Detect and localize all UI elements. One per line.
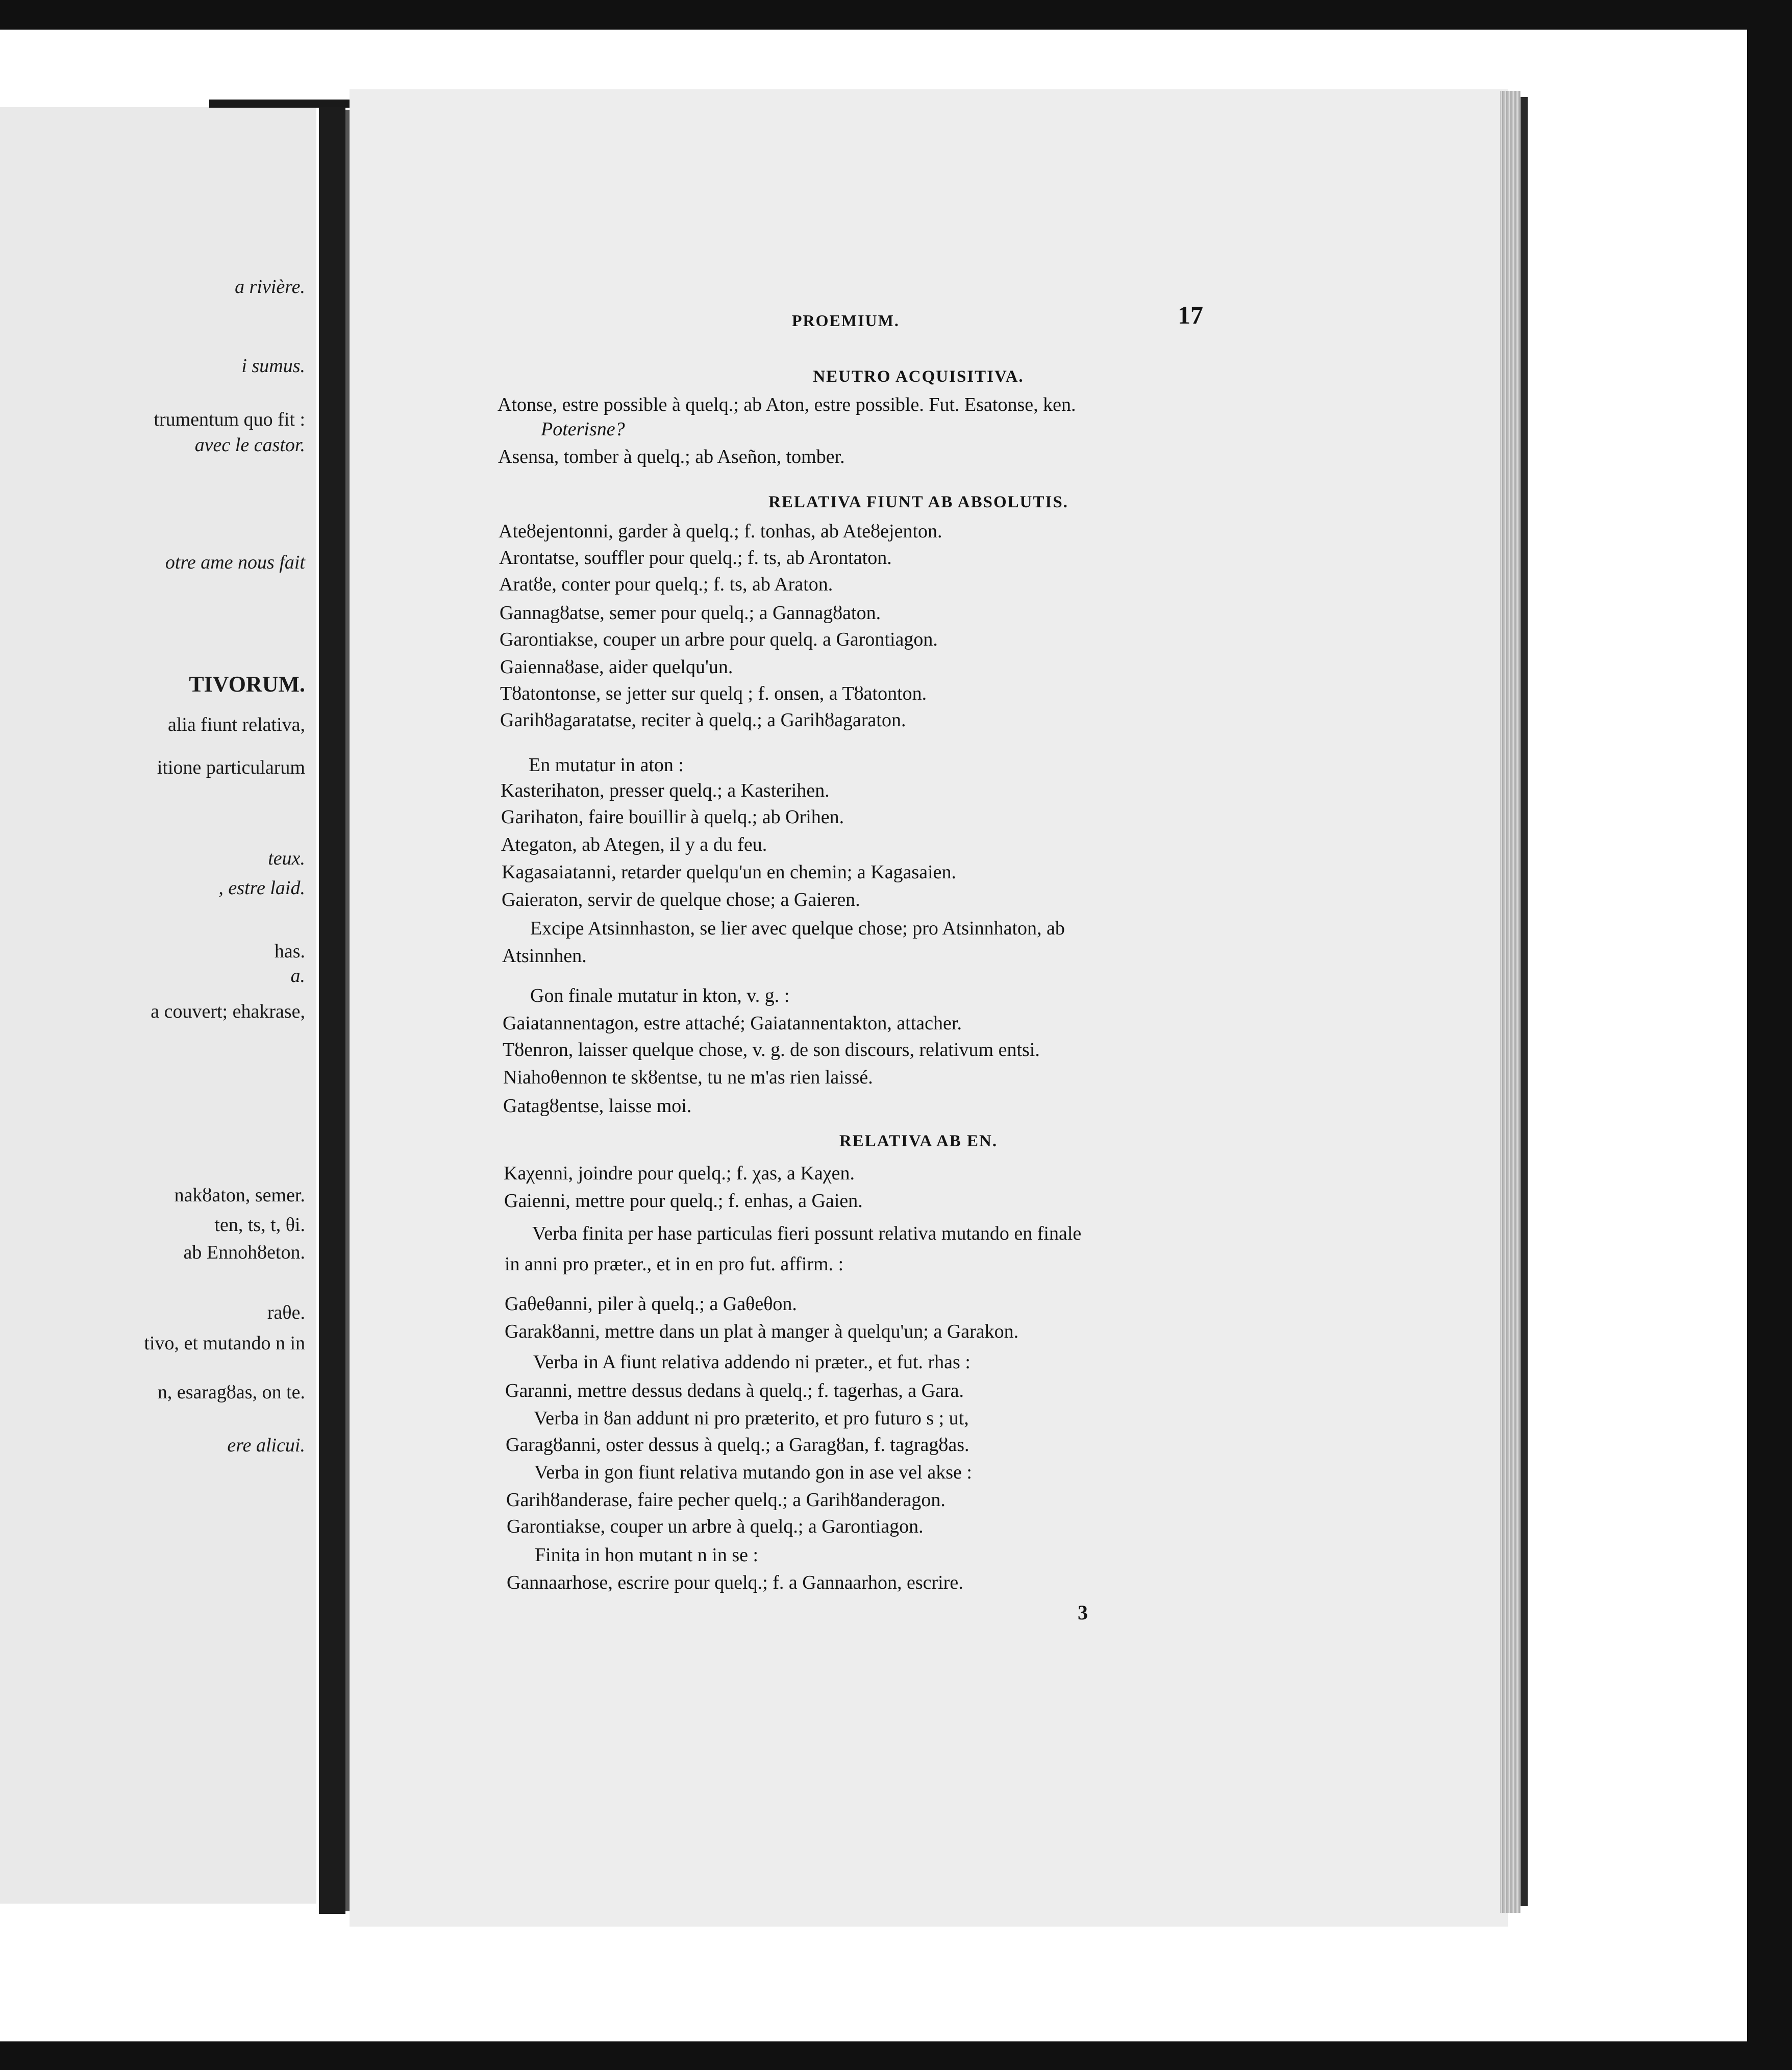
text-line: Atsinnhen.	[502, 945, 587, 967]
text-line: Poterisne?	[541, 418, 625, 440]
text-line: Asensa, tomber à quelq.; ab Aseñon, tomber.	[498, 446, 845, 467]
text-line: Arontatse, souffler pour quelq.; f. ts, ab Arontaton.	[499, 547, 892, 569]
text-line: Gon finale mutatur in kton, v. g. :	[530, 985, 790, 1006]
left-page-line: teux.	[268, 848, 305, 869]
left-page-line: alia fiunt relativa,	[167, 714, 305, 735]
text-line: Gannaarhose, escrire pour quelq.; f. a Gannaarhon, escrire.	[507, 1572, 963, 1593]
text-line: Kaχenni, joindre pour quelq.; f. χas, a Kaχen.	[504, 1163, 855, 1184]
section-heading: RELATIVA AB EN.	[839, 1132, 998, 1150]
scan-border-top	[0, 0, 1792, 30]
left-page-line: i sumus.	[241, 355, 305, 377]
left-page-line: itione particularum	[157, 757, 305, 778]
left-page-line: TIVORUM.	[189, 672, 305, 697]
running-head: PROEMIUM.	[792, 311, 900, 330]
text-line: Gaiatannentagon, estre attaché; Gaiatannentakton, attacher.	[503, 1013, 962, 1034]
left-page-line: a couvert; ehakrase,	[151, 1001, 305, 1022]
text-line: Verba in A fiunt relativa addendo ni præter., et fut. rhas :	[533, 1351, 970, 1373]
text-line: Garontiakse, couper un arbre pour quelq. a Garontiagon.	[500, 629, 938, 650]
left-page-line: otre ame nous fait	[165, 552, 305, 573]
left-page-line: trumentum quo fit :	[154, 409, 305, 430]
text-line: Garanni, mettre dessus dedans à quelq.; f. tagerhas, a Gara.	[505, 1380, 964, 1401]
page-number: 17	[1178, 301, 1203, 329]
scan-border-right	[1747, 30, 1792, 2041]
section-heading: RELATIVA FIUNT AB ABSOLUTIS.	[768, 493, 1068, 511]
text-line: Verba in gon fiunt relativa mutando gon in ase vel akse :	[534, 1462, 972, 1483]
left-page-line: a.	[290, 965, 305, 987]
book-spine	[319, 107, 345, 1914]
page-edges	[1500, 91, 1521, 1913]
right-page	[350, 89, 1508, 1927]
text-line: Kasterihaton, presser quelq.; a Kasterihen.	[501, 780, 830, 801]
text-line: En mutatur in aton :	[529, 754, 684, 776]
text-line: Verba in ȣan addunt ni pro præterito, et pro futuro s ; ut,	[534, 1408, 969, 1429]
left-page-line: nakȣaton, semer.	[174, 1185, 305, 1206]
text-line: Finita in hon mutant n in se :	[535, 1544, 759, 1566]
text-line: Atonse, estre possible à quelq.; ab Aton, estre possible. Fut. Esatonse, ken.	[497, 394, 1076, 415]
text-line: Garontiakse, couper un arbre à quelq.; a Garontiagon.	[507, 1516, 924, 1537]
text-line: Ateȣejentonni, garder à quelq.; f. tonhas, ab Ateȣejenton.	[499, 521, 942, 542]
text-line: Aratȣe, conter pour quelq.; f. ts, ab Araton.	[499, 574, 833, 595]
text-line: Gaienni, mettre pour quelq.; f. enhas, a Gaien.	[504, 1190, 863, 1212]
text-line: Kagasaiatanni, retarder quelqu'un en chemin; a Kagasaien.	[502, 861, 957, 883]
text-line: Garihȣagaratatse, reciter à quelq.; a Garihȣagaraton.	[500, 709, 906, 731]
text-line: Garihaton, faire bouillir à quelq.; ab Orihen.	[501, 806, 844, 828]
text-line: Gaiennaȣase, aider quelqu'un.	[500, 656, 733, 678]
text-line: Garakȣanni, mettre dans un plat à manger à quelqu'un; a Garakon.	[505, 1321, 1019, 1342]
left-page-line: a rivière.	[235, 276, 305, 298]
text-line: Gatagȣentse, laisse moi.	[503, 1095, 692, 1117]
left-page-line: ab Ennohȣeton.	[183, 1242, 305, 1263]
text-line: Tȣatontonse, se jetter sur quelq ; f. onsen, a Tȣatonton.	[500, 683, 927, 704]
left-page-line: tivo, et mutando n in	[144, 1333, 305, 1354]
text-line: Verba finita per hase particulas fieri possunt relativa mutando en finale	[532, 1223, 1082, 1244]
text-line: Tȣenron, laisser quelque chose, v. g. de son discours, relativum entsi.	[503, 1039, 1040, 1061]
text-line: Garagȣanni, oster dessus à quelq.; a Garagȣan, f. tagragȣas.	[506, 1434, 969, 1456]
text-line: Gaieraton, servir de quelque chose; a Gaieren.	[502, 889, 860, 910]
text-line: Gaθeθanni, piler à quelq.; a Gaθeθon.	[505, 1293, 797, 1315]
text-line: Excipe Atsinnhaston, se lier avec quelque chose; pro Atsinnhaton, ab	[530, 918, 1065, 939]
left-page-line: raθe.	[267, 1302, 305, 1323]
left-page-line: avec le castor.	[194, 434, 305, 456]
left-page-line: has.	[274, 941, 305, 962]
spine-edge	[345, 110, 350, 1911]
left-page-line: n, esaragȣas, on te.	[157, 1382, 305, 1403]
signature-mark: 3	[1078, 1601, 1088, 1624]
left-page-line: ere alicui.	[227, 1435, 305, 1456]
text-line: Niahoθennon te skȣentse, tu ne m'as rien laissé.	[503, 1067, 873, 1088]
section-heading: NEUTRO ACQUISITIVA.	[813, 367, 1024, 386]
text-line: Ategaton, ab Ategen, il y a du feu.	[501, 834, 767, 855]
page-edges-outer	[1521, 97, 1528, 1906]
text-line: Garihȣanderase, faire pecher quelq.; a Garihȣanderagon.	[506, 1489, 945, 1511]
text-line: Gannagȣatse, semer pour quelq.; a Gannagȣaton.	[500, 602, 881, 624]
scan-border-bottom	[0, 2041, 1792, 2070]
left-page	[0, 107, 316, 1904]
left-page-line: ten, ts, t, θi.	[214, 1214, 305, 1236]
text-line: in anni pro præter., et in en pro fut. affirm. :	[505, 1253, 844, 1275]
left-page-line: , estre laid.	[218, 877, 305, 899]
